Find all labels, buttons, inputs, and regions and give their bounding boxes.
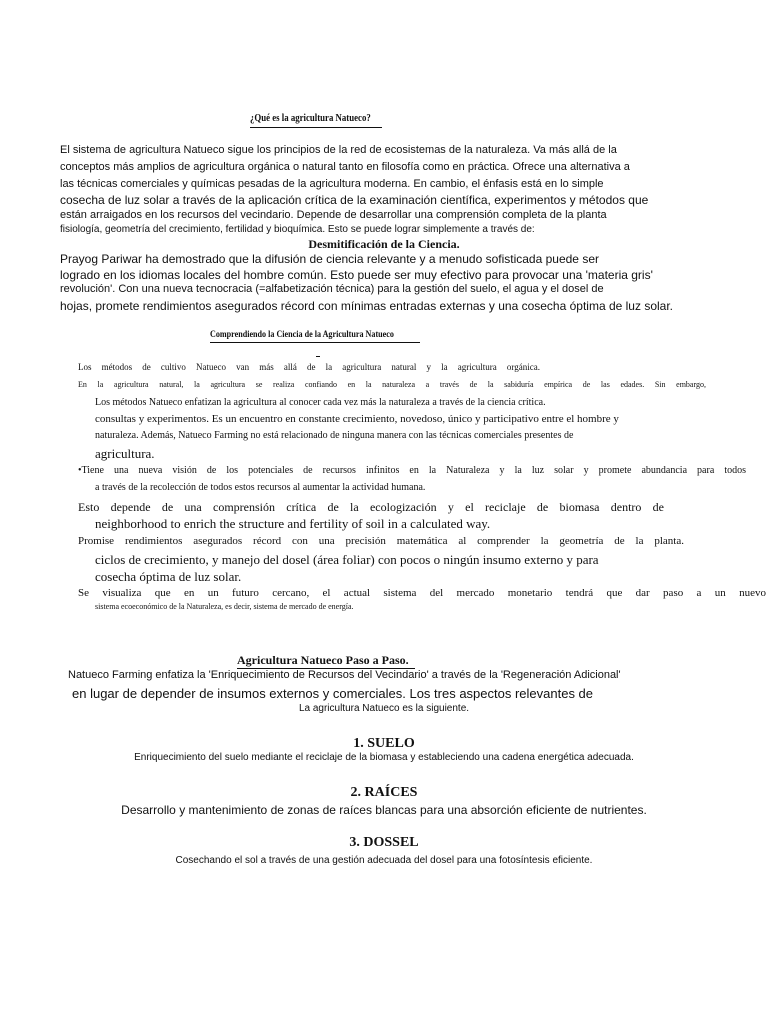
section-heading-demystify: Desmitificación de la Ciencia. bbox=[308, 237, 460, 251]
demystify-line: Prayog Pariwar ha demostrado que la difusión de ciencia relevante y a menudo sofisticada puede ser bbox=[60, 252, 599, 266]
body-line: Los métodos de cultivo Natueco van más allá de la agricultura natural y la agricultura orgánica. bbox=[78, 362, 540, 372]
intro-line: El sistema de agricultura Natueco sigue los principios de la red de ecosistemas de la naturaleza. Va más allá de la bbox=[60, 144, 617, 156]
section-heading-understanding: Comprendiendo la Ciencia de la Agricultura Natueco bbox=[210, 329, 394, 339]
body-line: a través de la recolección de todos estos recursos al aumentar la actividad humana. bbox=[95, 482, 426, 493]
body-line: •Tiene una nueva visión de los potenciales de recursos infinitos en la Naturaleza y la luz solar y promete abundancia para todos bbox=[78, 465, 746, 476]
title-underline bbox=[250, 127, 382, 128]
aspect-text-roots: Desarrollo y mantenimiento de zonas de raíces blancas para una absorción eficiente de nutrientes. bbox=[121, 803, 647, 817]
steps-intro-line: en lugar de depender de insumos externos y comerciales. Los tres aspectos relevantes de bbox=[72, 686, 594, 701]
body-line: naturaleza. Además, Natueco Farming no está relacionado de ninguna manera con las técnicas comerciales presentes de bbox=[95, 430, 574, 441]
demystify-line: hojas, promete rendimientos asegurados récord con mínimas entradas externas y una cosecha óptima de luz solar. bbox=[60, 299, 673, 313]
aspect-text-soil: Enriquecimiento del suelo mediante el reciclaje de la biomasa y estableciendo una cadena energética adecuada. bbox=[134, 752, 634, 763]
page-title: ¿Qué es la agricultura Natueco? bbox=[250, 113, 371, 124]
body-line: cosecha óptima de luz solar. bbox=[95, 569, 242, 584]
demystify-line: revolución'. Con una nueva tecnocracia (=alfabetización técnica) para la gestión del suelo, el agua y el dosel de bbox=[60, 283, 604, 295]
aspect-text-canopy: Cosechando el sol a través de una gestión adecuada del dosel para una fotosíntesis eficiente. bbox=[175, 855, 593, 866]
body-line: ciclos de crecimiento, y manejo del dosel (área foliar) con pocos o ningún insumo externo y para bbox=[95, 552, 599, 567]
intro-line: cosecha de luz solar a través de la aplicación crítica de la examinación científica, experimentos y métodos que bbox=[60, 193, 649, 207]
section-heading-steps: Agricultura Natueco Paso a Paso. bbox=[237, 653, 409, 667]
aspect-heading-canopy: 3. DOSSEL bbox=[349, 835, 419, 850]
demystify-line: logrado en los idiomas locales del hombre común. Esto puede ser muy efectivo para provocar una 'materia gris' bbox=[60, 268, 653, 282]
body-line: Promise rendimientos asegurados récord con una precisión matemática al comprender la geometría de la planta. bbox=[78, 535, 684, 547]
body-line: Se visualiza que en un futuro cercano, el actual sistema del mercado monetario tendrá que dar paso a un nuevo bbox=[78, 587, 766, 599]
intro-line: fisiología, geometría del crecimiento, fertilidad y bioquímica. Esto se puede lograr simplemente a través de: bbox=[60, 224, 535, 235]
body-line: Los métodos Natueco enfatizan la agricultura al conocer cada vez más la naturaleza a través de la ciencia crítica. bbox=[95, 397, 546, 408]
body-line: neighborhood to enrich the structure and fertility of soil in a calculated way. bbox=[95, 516, 491, 531]
body-line: En la agricultura natural, la agricultura se realiza confiando en la naturaleza a través de la sabiduría empírica de las edades. Sin embargo, bbox=[78, 380, 706, 389]
steps-intro-line: La agricultura Natueco es la siguiente. bbox=[298, 703, 470, 714]
body-line: agricultura. bbox=[95, 446, 155, 461]
decorative-mark bbox=[316, 356, 320, 357]
body-line: Esto depende de una comprensión crítica de la ecologización y el reciclaje de biomasa dentro de bbox=[78, 500, 664, 514]
intro-line: conceptos más amplios de agricultura orgánica o natural tanto en filosofía como en práctica. Ofrece una alternativa a bbox=[60, 161, 630, 173]
body-line: consultas y experimentos. Es un encuentro en constante crecimiento, novedoso, único y participativo entre el hombre y bbox=[95, 413, 619, 425]
aspect-heading-soil: 1. SUELO bbox=[353, 736, 415, 751]
body-line: sistema ecoeconómico de la Naturaleza, es decir, sistema de mercado de energía. bbox=[95, 602, 354, 611]
understanding-underline bbox=[210, 342, 420, 343]
intro-line: las técnicas comerciales y químicas pesadas de la agricultura moderna. En cambio, el énfasis está en lo simple bbox=[60, 178, 604, 190]
steps-intro-line: Natueco Farming enfatiza la 'Enriquecimiento de Recursos del Vecindario' a través de la 'Regeneración Adicional' bbox=[68, 669, 621, 681]
intro-line: están arraigados en los recursos del vecindario. Depende de desarrollar una comprensión completa de la planta bbox=[60, 209, 607, 221]
aspect-heading-roots: 2. RAÍCES bbox=[350, 785, 418, 800]
